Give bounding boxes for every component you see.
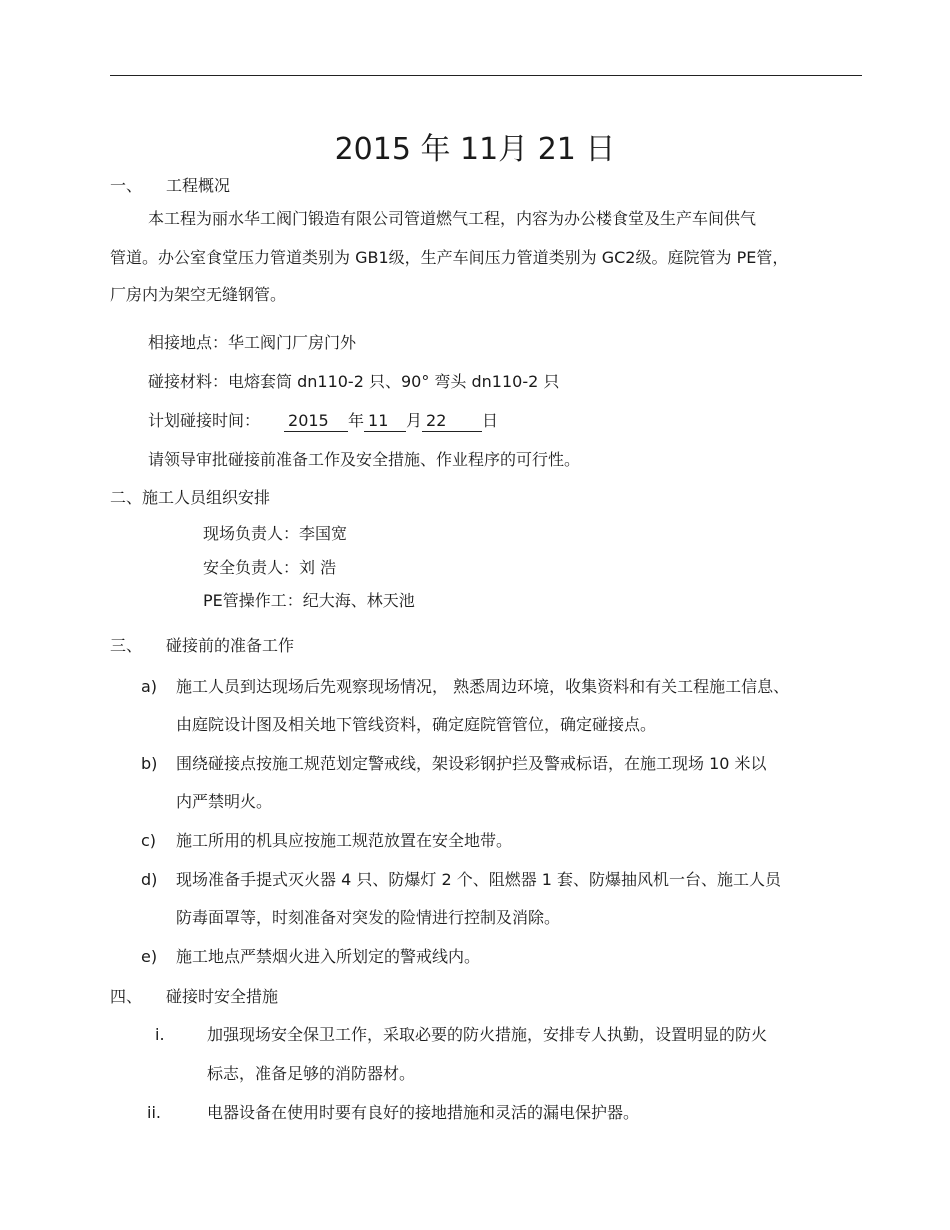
year-unit: 年: [348, 411, 365, 430]
list-item-label: b): [141, 754, 158, 773]
planned-day: 22: [422, 411, 482, 432]
list-item-text: 施工地点严禁烟火进入所划定的警戒线内。: [176, 947, 481, 966]
list-item-text: 施工所用的机具应按施工规范放置在安全地带。: [176, 831, 513, 850]
section-1-paragraph-line: 本工程为丽水华工阀门锻造有限公司管道燃气工程，内容为办公楼食堂及生产车间供气: [148, 209, 757, 228]
section-1-heading: 工程概况: [166, 176, 231, 195]
list-item-text: 现场准备手提式灭火器 4 只、防爆灯 2 个、阻燃器 1 套、防爆抽风机一台、施工人员: [176, 870, 782, 889]
approval-request: 请领导审批碰接前准备工作及安全措施、作业程序的可行性。: [148, 450, 581, 469]
list-item-text: 施工人员到达现场后先观察现场情况， 熟悉周边环境，收集资料和有关工程施工信息、: [176, 677, 790, 696]
planned-time-label: 计划碰接时间：: [148, 411, 261, 430]
day-unit: 日: [482, 411, 499, 430]
list-item-text: 围绕碰接点按施工规范划定警戒线，架设彩钢护拦及警戒标语，在施工现场 10 米以: [176, 754, 767, 773]
section-1-number: 一、: [110, 176, 143, 195]
list-item-label: i.: [155, 1025, 165, 1044]
planned-connection-time: [148, 411, 498, 432]
list-item-text: 防毒面罩等，时刻准备对突发的险情进行控制及消除。: [176, 908, 561, 927]
planned-month: 11: [364, 411, 406, 432]
list-item-text: 标志，准备足够的消防器材。: [207, 1064, 416, 1083]
section-4-number: 四、: [110, 987, 143, 1006]
pe-operators: PE管操作工：纪大海、林天池: [203, 591, 415, 610]
list-item-label: e): [141, 947, 158, 966]
list-item-text: 内严禁明火。: [176, 792, 273, 811]
section-2-heading: 二、施工人员组织安排: [110, 488, 271, 507]
list-item-label: d): [141, 870, 158, 889]
list-item-label: a): [141, 677, 158, 696]
list-item-text: 电器设备在使用时要有良好的接地措施和灵活的漏电保护器。: [207, 1103, 640, 1122]
section-3-number: 三、: [110, 636, 143, 655]
planned-year: 2015: [284, 411, 348, 432]
connection-materials: 碰接材料：电熔套筒 dn110-2 只、90° 弯头 dn110-2 只: [148, 372, 560, 391]
connection-location: 相接地点：华工阀门厂房门外: [148, 333, 357, 352]
list-item-text: 由庭院设计图及相关地下管线资料，确定庭院管管位，确定碰接点。: [176, 715, 657, 734]
list-item-label: ii.: [147, 1103, 161, 1122]
document-date-title: 2015 年 11月 21 日: [334, 132, 616, 167]
section-3-heading: 碰接前的准备工作: [166, 636, 295, 655]
header-rule: [110, 75, 862, 76]
safety-manager: 安全负责人：刘 浩: [203, 558, 337, 577]
section-1-paragraph-line: 管道。办公室食堂压力管道类别为 GB1级，生产车间压力管道类别为 GC2级。庭院管为 PE管，: [110, 248, 789, 267]
section-4-heading: 碰接时安全措施: [166, 987, 279, 1006]
list-item-text: 加强现场安全保卫工作，采取必要的防火措施，安排专人执勤，设置明显的防火: [207, 1025, 768, 1044]
month-unit: 月: [406, 411, 423, 430]
site-manager: 现场负责人：李国宽: [203, 524, 348, 543]
list-item-label: c): [141, 831, 157, 850]
section-1-paragraph-line: 厂房内为架空无缝钢管。: [110, 285, 287, 304]
